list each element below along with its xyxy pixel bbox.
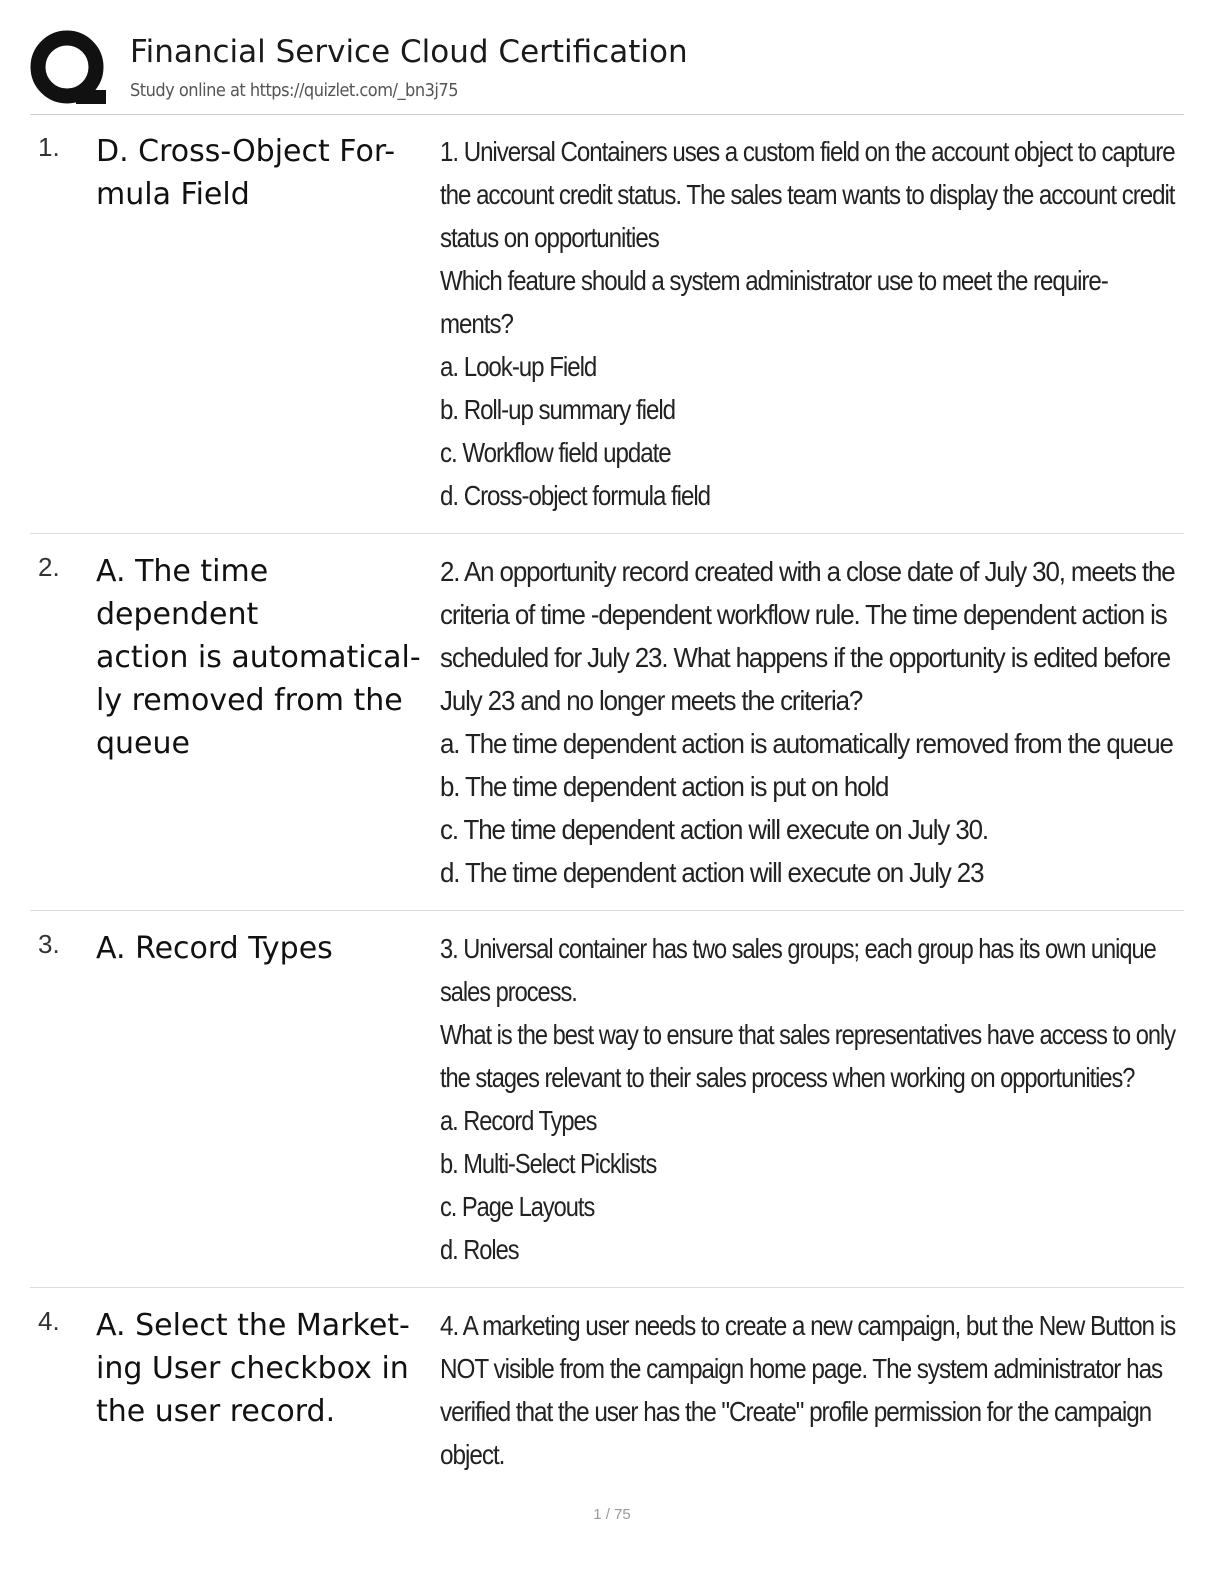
- question-line: scheduled for July 23. What happens if the opportunity is edited before: [440, 642, 1170, 673]
- card-answer: A. Record Types: [96, 931, 333, 966]
- study-online-link[interactable]: Study online at https://quizlet.com/_bn3j75: [130, 80, 458, 101]
- document-title: Financial Service Cloud Certification: [130, 34, 688, 70]
- question-line: sales process.: [440, 976, 577, 1007]
- question-line: d. Roles: [440, 1234, 519, 1265]
- question-line: c. Workflow field update: [440, 437, 671, 468]
- flashcard-4: [30, 1292, 1184, 1492]
- question-line: c. Page Layouts: [440, 1191, 595, 1222]
- card-question: [440, 550, 1175, 894]
- question-line: a. The time dependent action is automatically removed from the queue: [440, 728, 1173, 759]
- card-number: 1.: [38, 132, 60, 162]
- question-line: a. Record Types: [440, 1105, 597, 1136]
- question-line: status on opportunities: [440, 222, 659, 253]
- card-question: [440, 1304, 1176, 1476]
- question-line: b. The time dependent action is put on hold: [440, 771, 889, 802]
- card-answer: A. Select the Market- ing User checkbox in the user record.: [96, 1308, 410, 1429]
- question-line: b. Multi-Select Picklists: [440, 1148, 657, 1179]
- card-question: [440, 927, 1175, 1271]
- question-line: Which feature should a system administrator use to meet the require-: [440, 265, 1108, 296]
- question-line: What is the best way to ensure that sales representatives have access to only: [440, 1019, 1175, 1050]
- page-number: 1 / 75: [593, 1506, 631, 1523]
- flashcard-3: [30, 915, 1184, 1288]
- flashcard-2: [30, 538, 1184, 911]
- document-header: [30, 28, 1184, 115]
- card-question: [440, 130, 1175, 517]
- question-line: a. Look-up Field: [440, 351, 597, 382]
- card-number: 2.: [38, 552, 60, 582]
- question-line: b. Roll-up summary field: [440, 394, 676, 425]
- question-line: d. The time dependent action will execute on July 23: [440, 857, 984, 888]
- question-line: c. The time dependent action will execute on July 30.: [440, 814, 988, 845]
- question-line: verified that the user has the "Create" profile permission for the campaign: [440, 1396, 1152, 1427]
- flashcard-1: [30, 118, 1184, 534]
- question-line: the stages relevant to their sales process when working on opportunities?: [440, 1062, 1135, 1093]
- quizlet-logo-icon: [30, 30, 108, 108]
- question-line: object.: [440, 1439, 505, 1470]
- question-line: July 23 and no longer meets the criteria?: [440, 685, 863, 716]
- question-line: criteria of time -dependent workflow rule. The time dependent action is: [440, 599, 1167, 630]
- question-line: the account credit status. The sales team wants to display the account credit: [440, 179, 1175, 210]
- card-answer: D. Cross-Object For- mula Field: [96, 134, 396, 212]
- question-line: 2. An opportunity record created with a close date of July 30, meets the: [440, 556, 1175, 587]
- card-number: 3.: [38, 929, 60, 959]
- question-line: 3. Universal container has two sales groups; each group has its own unique: [440, 933, 1156, 964]
- question-line: 4. A marketing user needs to create a new campaign, but the New Button is: [440, 1310, 1176, 1341]
- card-answer: A. The time dependent action is automatical- ly removed from the queue: [96, 554, 421, 761]
- question-line: NOT visible from the campaign home page. The system administrator has: [440, 1353, 1163, 1384]
- question-line: ments?: [440, 308, 513, 339]
- question-line: 1. Universal Containers uses a custom field on the account object to capture: [440, 136, 1175, 167]
- question-line: d. Cross-object formula field: [440, 480, 711, 511]
- card-number: 4.: [38, 1306, 60, 1336]
